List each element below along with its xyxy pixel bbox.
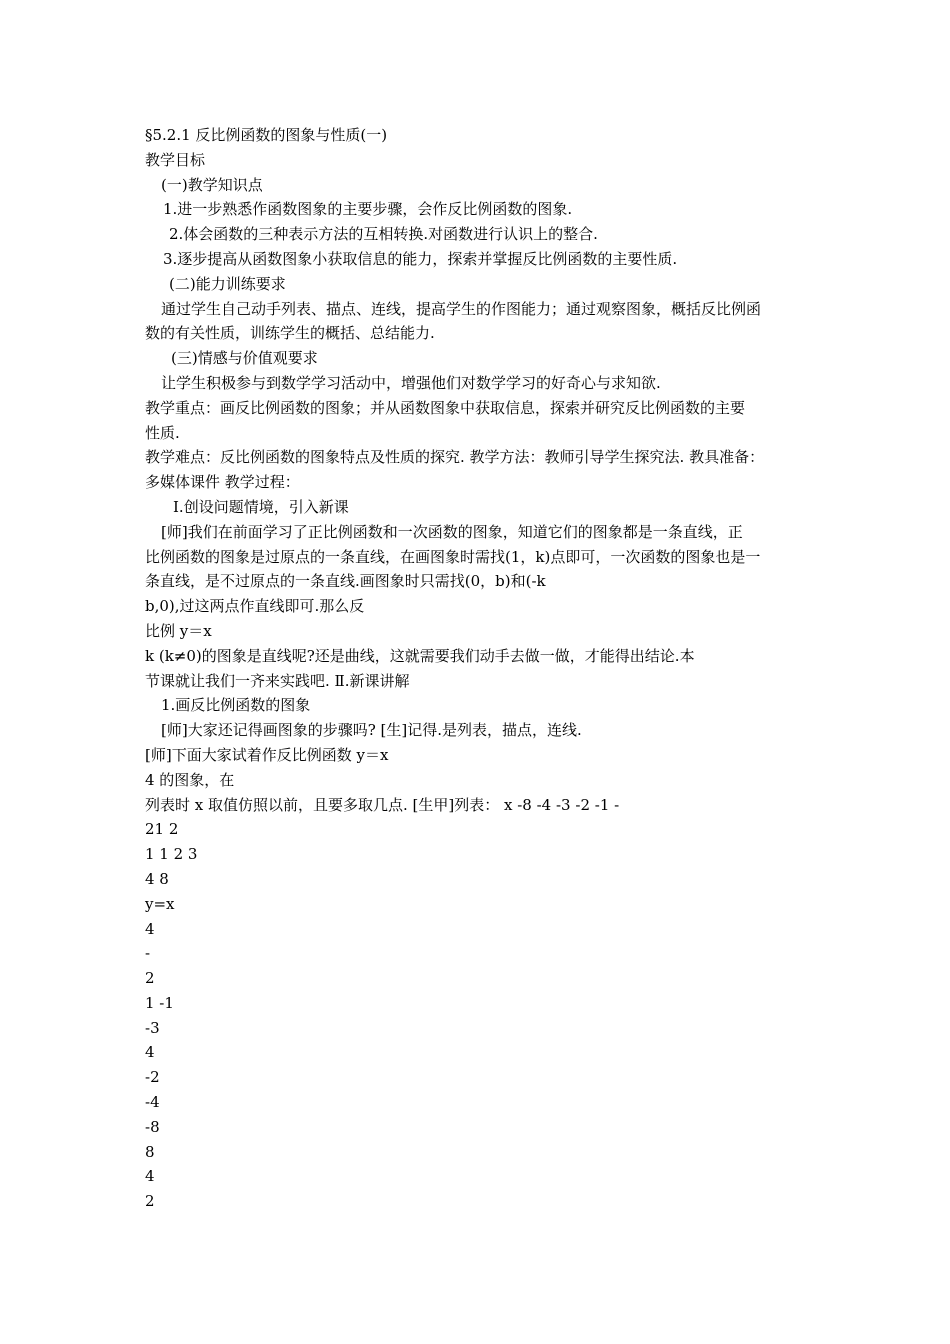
table-fragment: -8	[145, 1117, 160, 1136]
text-line: 比例 y＝x	[145, 621, 212, 640]
table-fragment: -3	[145, 1018, 160, 1037]
table-fragment: 2	[145, 1192, 155, 1211]
text-line: 通过学生自己动手列表、描点、连线，提高学生的作图能力；通过观察图象，概括反比例函	[161, 299, 762, 318]
table-fragment: -4	[145, 1093, 160, 1112]
table-fragment: 4	[145, 1043, 155, 1062]
subheading: (一)教学知识点	[161, 175, 263, 194]
text-line: 1.画反比例函数的图象	[161, 696, 311, 715]
table-fragment: 8	[145, 1142, 155, 1161]
table-fragment: 4	[145, 919, 155, 938]
text-line: 1.进一步熟悉作函数图象的主要步骤，会作反比例函数的图象.	[163, 200, 573, 219]
text-line: 列表时 x 取值仿照以前，且要多取几点. [生甲]列表： x -8 -4 -3 -2 -1 -	[145, 795, 620, 814]
text-line: 比例函数的图象是过原点的一条直线，在画图象时需找(1，k)点即可，一次函数的图象也是一	[145, 547, 761, 566]
document-body	[145, 123, 825, 1214]
text-line: b,0),过这两点作直线即可.那么反	[145, 597, 365, 616]
text-line: 2.体会函数的三种表示方法的互相转换.对函数进行认识上的整合.	[169, 225, 598, 244]
text-line: 让学生积极参与到数学学习活动中，增强他们对数学学习的好奇心与求知欲.	[161, 373, 661, 392]
text-line: k (k≠0)的图象是直线呢?还是曲线，这就需要我们动手去做一做，才能得出结论.本	[145, 646, 695, 665]
text-line: 3.逐步提高从函数图象小获取信息的能力，探索并掌握反比例函数的主要性质.	[163, 249, 678, 268]
text-line: [师]我们在前面学习了正比例函数和一次函数的图象，知道它们的图象都是一条直线，正	[161, 522, 743, 541]
text-line: 条直线，是不过原点的一条直线.画图象时只需找(0，b)和(-k	[145, 572, 546, 591]
table-fragment: y=x	[145, 894, 175, 913]
text-line: [师]大家还记得画图象的步骤吗? [生]记得.是列表，描点，连线.	[161, 721, 582, 740]
text-line: 教学重点：画反比例函数的图象；并从函数图象中获取信息，探索并研究反比例函数的主要	[145, 398, 746, 417]
table-fragment: -	[145, 944, 151, 963]
table-fragment: -2	[145, 1068, 160, 1087]
text-line: [师]下面大家试着作反比例函数 y＝x	[145, 745, 389, 764]
text-line: 教学难点：反比例函数的图象特点及性质的探究. 教学方法：教师引导学生探究法. 教具准备：	[145, 448, 765, 467]
table-fragment: 4 8	[145, 869, 169, 888]
subheading: (三)情感与价值观要求	[171, 349, 318, 368]
text-line: 数的有关性质，训练学生的概括、总结能力.	[145, 324, 435, 343]
heading: 教学目标	[145, 150, 206, 169]
subheading: (二)能力训练要求	[169, 274, 286, 293]
table-fragment: 1 1 2 3	[145, 845, 198, 864]
text-line: 多媒体课件 教学过程：	[145, 473, 300, 492]
table-fragment: 1 -1	[145, 993, 174, 1012]
table-fragment: 4	[145, 1167, 155, 1186]
text-line: 节课就让我们一齐来实践吧. Ⅱ.新课讲解	[145, 671, 410, 690]
table-fragment: 2	[145, 969, 155, 988]
text-line: 性质.	[145, 423, 180, 442]
section-title: §5.2.1 反比例函数的图象与性质(一)	[145, 126, 388, 144]
table-fragment: 21 2	[145, 820, 179, 839]
text-line: 4 的图象，在	[145, 770, 235, 789]
subheading: Ⅰ.创设问题情境，引入新课	[173, 497, 349, 516]
